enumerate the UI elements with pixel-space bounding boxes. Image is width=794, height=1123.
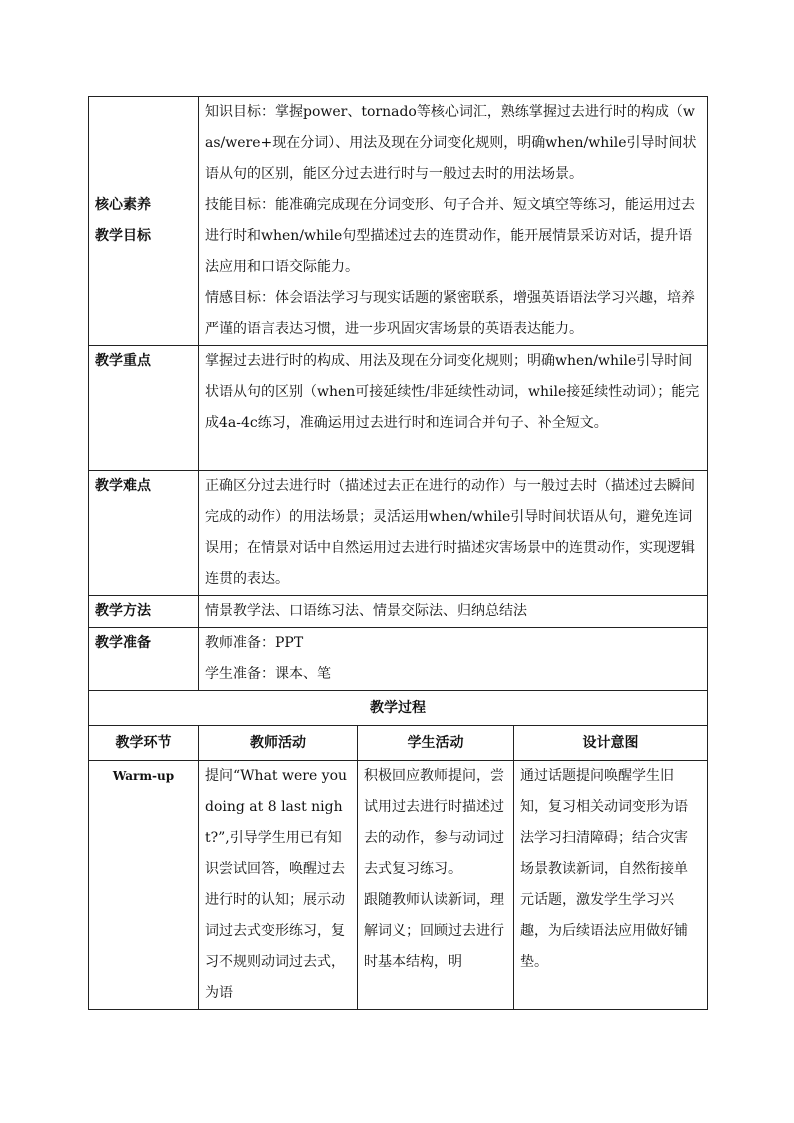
goals-label: [89, 97, 199, 346]
method-label: 教学方法: [89, 596, 199, 628]
header-design-intent: 设计意图: [514, 726, 708, 761]
header-student-activity: 学生活动: [358, 726, 514, 761]
process-title: 教学过程: [89, 691, 708, 726]
row-key-points: [89, 346, 708, 471]
warmup-stage: Warm-up: [89, 761, 199, 1010]
knowledge-goal: 知识目标：掌握power、tornado等核心词汇，熟练掌握过去进行时的构成（was/were+现在分词）、用法及现在分词变化规则，明确when/while引导时间状语从句的区别，能区分过去进行时与一般过去时的用法场景。: [205, 104, 697, 182]
difficulty-label: 教学难点: [89, 471, 199, 596]
row-methods: [89, 596, 708, 628]
row-difficulties: [89, 471, 708, 596]
difficulty-content: 正确区分过去进行时（描述过去正在进行的动作）与一般过去时（描述过去瞬间完成的动作）的用法场景；灵活运用when/while引导时间状语从句，避免连词误用；在情景对话中自然运用过去进行时描述灾害场景中的连贯动作，实现逻辑连贯的表达。: [199, 471, 708, 596]
row-teaching-goals: [89, 97, 708, 346]
emotion-goal: 情感目标：体会语法学习与现实话题的紧密联系，增强英语语法学习兴趣，培养严谨的语言表达习惯，进一步巩固灾害场景的英语表达能力。: [205, 290, 695, 337]
warmup-intent: [514, 761, 708, 1010]
warmup-student-text-2: 跟随教师认读新词，理解词义；回顾过去进行时基本结构，明: [364, 892, 504, 970]
goals-label-line2: 教学目标: [95, 228, 151, 244]
warmup-intent-text: 通过话题提问唤醒学生旧知，复习相关动词变形为语法学习扫清障碍；结合灾害场景教读新词，自然衔接单元话题，激发学生学习兴趣，为后续语法应用做好铺垫。: [520, 768, 688, 970]
warmup-student: [358, 761, 514, 1010]
method-content: 情景教学法、口语练习法、情景交际法、归纳总结法: [199, 596, 708, 628]
prep-label: 教学准备: [89, 628, 199, 691]
key-label: 教学重点: [89, 346, 199, 471]
warmup-teacher-text: 提问“What were you doing at 8 last night?”,引导学生用已有知识尝试回答，唤醒过去进行时的认知；展示动词过去式变形练习，复习不规则动词过去式，为语: [205, 768, 348, 1001]
teacher-prep: 教师准备：PPT: [205, 635, 304, 651]
prep-content: [199, 628, 708, 691]
row-process-headers: [89, 726, 708, 761]
student-prep: 学生准备：课本、笔: [205, 666, 331, 682]
row-warmup: [89, 761, 708, 1010]
skill-goal: 技能目标：能准确完成现在分词变形、句子合并、短文填空等练习，能运用过去进行时和when/while句型描述过去的连贯动作，能开展情景采访对话，提升语法应用和口语交际能力。: [205, 197, 695, 275]
row-process-title: [89, 691, 708, 726]
goals-content: [199, 97, 708, 346]
warmup-student-text-1: 积极回应教师提问，尝试用过去进行时描述过去的动作，参与动词过去式复习练习。: [364, 768, 504, 877]
header-teacher-activity: 教师活动: [199, 726, 358, 761]
lesson-plan-table: [88, 96, 708, 1010]
goals-label-line1: 核心素养: [95, 197, 151, 213]
row-preparation: [89, 628, 708, 691]
header-stage: 教学环节: [89, 726, 199, 761]
warmup-teacher: [199, 761, 358, 1010]
key-content: 掌握过去进行时的构成、用法及现在分词变化规则；明确when/while引导时间状语从句的区别（when可接延续性/非延续性动词，while接延续性动词）；能完成4a-4c练习，准确运用过去进行时和连词合并句子、补全短文。: [199, 346, 708, 471]
